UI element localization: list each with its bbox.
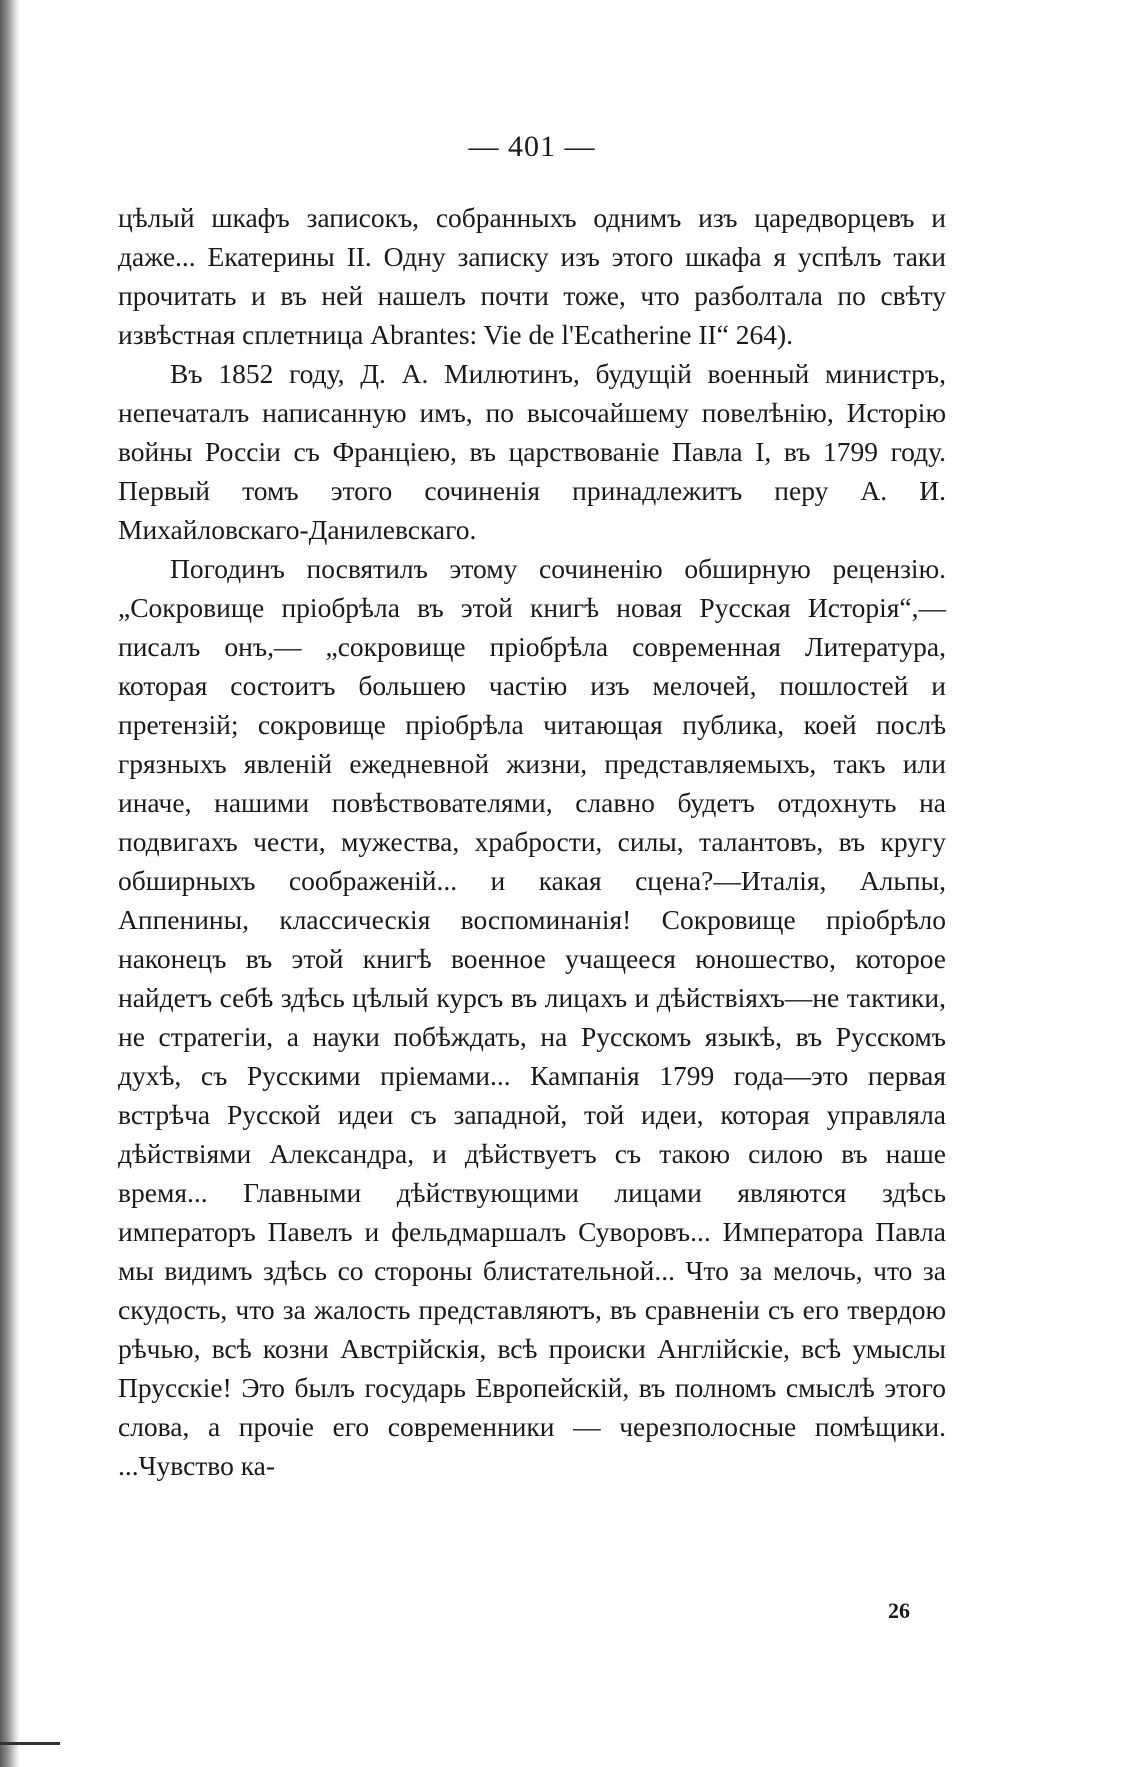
scan-binding-edge bbox=[0, 0, 20, 1767]
paragraph-1: цѣлый шкафъ записокъ, собранныхъ однимъ изъ царедворцевъ и даже... Екатерины II. Одну записку изъ этого шкафа я успѣлъ таки прочитать и въ ней нашелъ почти тоже, что разболтала по свѣту извѣстная сплетница Abrantes: Vie de l'Ecatherine II“ 264). bbox=[118, 202, 946, 350]
signature-mark: 26 bbox=[888, 1598, 910, 1623]
book-page bbox=[118, 130, 946, 1485]
scan-artifact-line bbox=[0, 1742, 60, 1745]
paragraph-2: Въ 1852 году, Д. А. Милютинъ, будущій военный министръ, непечаталъ написанную имъ, по высочайшему повелѣнію, Исторію войны Россіи съ Франціею, въ царствованіе Павла I, въ 1799 году. Первый томъ этого сочиненія принадлежитъ перу А. И. Михайловскаго-Данилевскаго. bbox=[118, 358, 946, 545]
page-body bbox=[118, 198, 946, 1485]
paragraph-3: Погодинъ посвятилъ этому сочиненію обширную рецензію. „Сокровище пріобрѣла въ этой книгѣ новая Русская Исторія“,—писалъ онъ,— „сокровище пріобрѣла современная Литература, которая состоитъ большею частію изъ мелочей, пошлостей и претензій; сокровище пріобрѣла читающая публика, коей послѣ грязныхъ явленій ежедневной жизни, представляемыхъ, такъ или иначе, нашими повѣствователями, славно будетъ отдохнуть на подвигахъ чести, мужества, храбрости, силы, талантовъ, въ кругу обширныхъ соображеній... и какая сцена?—Италія, Альпы, Аппенины, классическія воспоминанія! Сокровище пріобрѣло наконецъ въ этой книгѣ военное учащееся юношество, которое найдетъ себѣ здѣсь цѣлый курсъ въ лицахъ и дѣйствіяхъ—не тактики, не стратегіи, а науки побѣждать, на Русскомъ языкѣ, въ Русскомъ духѣ, съ Русскими пріемами... Кампанія 1799 года—это первая встрѣча Русской идеи съ западной, той идеи, которая управляла дѣйствіями Александра, и дѣйствуетъ съ такою силою въ наше время... Главными дѣйствующими лицами являются здѣсь императоръ Павелъ и фельдмаршалъ Суворовъ... Императора Павла мы видимъ здѣсь со стороны блистательной... Что за мелочь, что за скудость, что за жалость представляютъ, въ сравненіи съ его твердою рѣчью, всѣ козни Австрійскія, всѣ происки Англійскіе, всѣ умыслы Прусскіе! Это былъ государь Европейскій, въ полномъ смыслѣ этого слова, а прочіе его современники — черезполосные помѣщики. ...Чувство ка- bbox=[118, 553, 946, 1481]
page-number-header: — 401 — bbox=[468, 130, 596, 163]
